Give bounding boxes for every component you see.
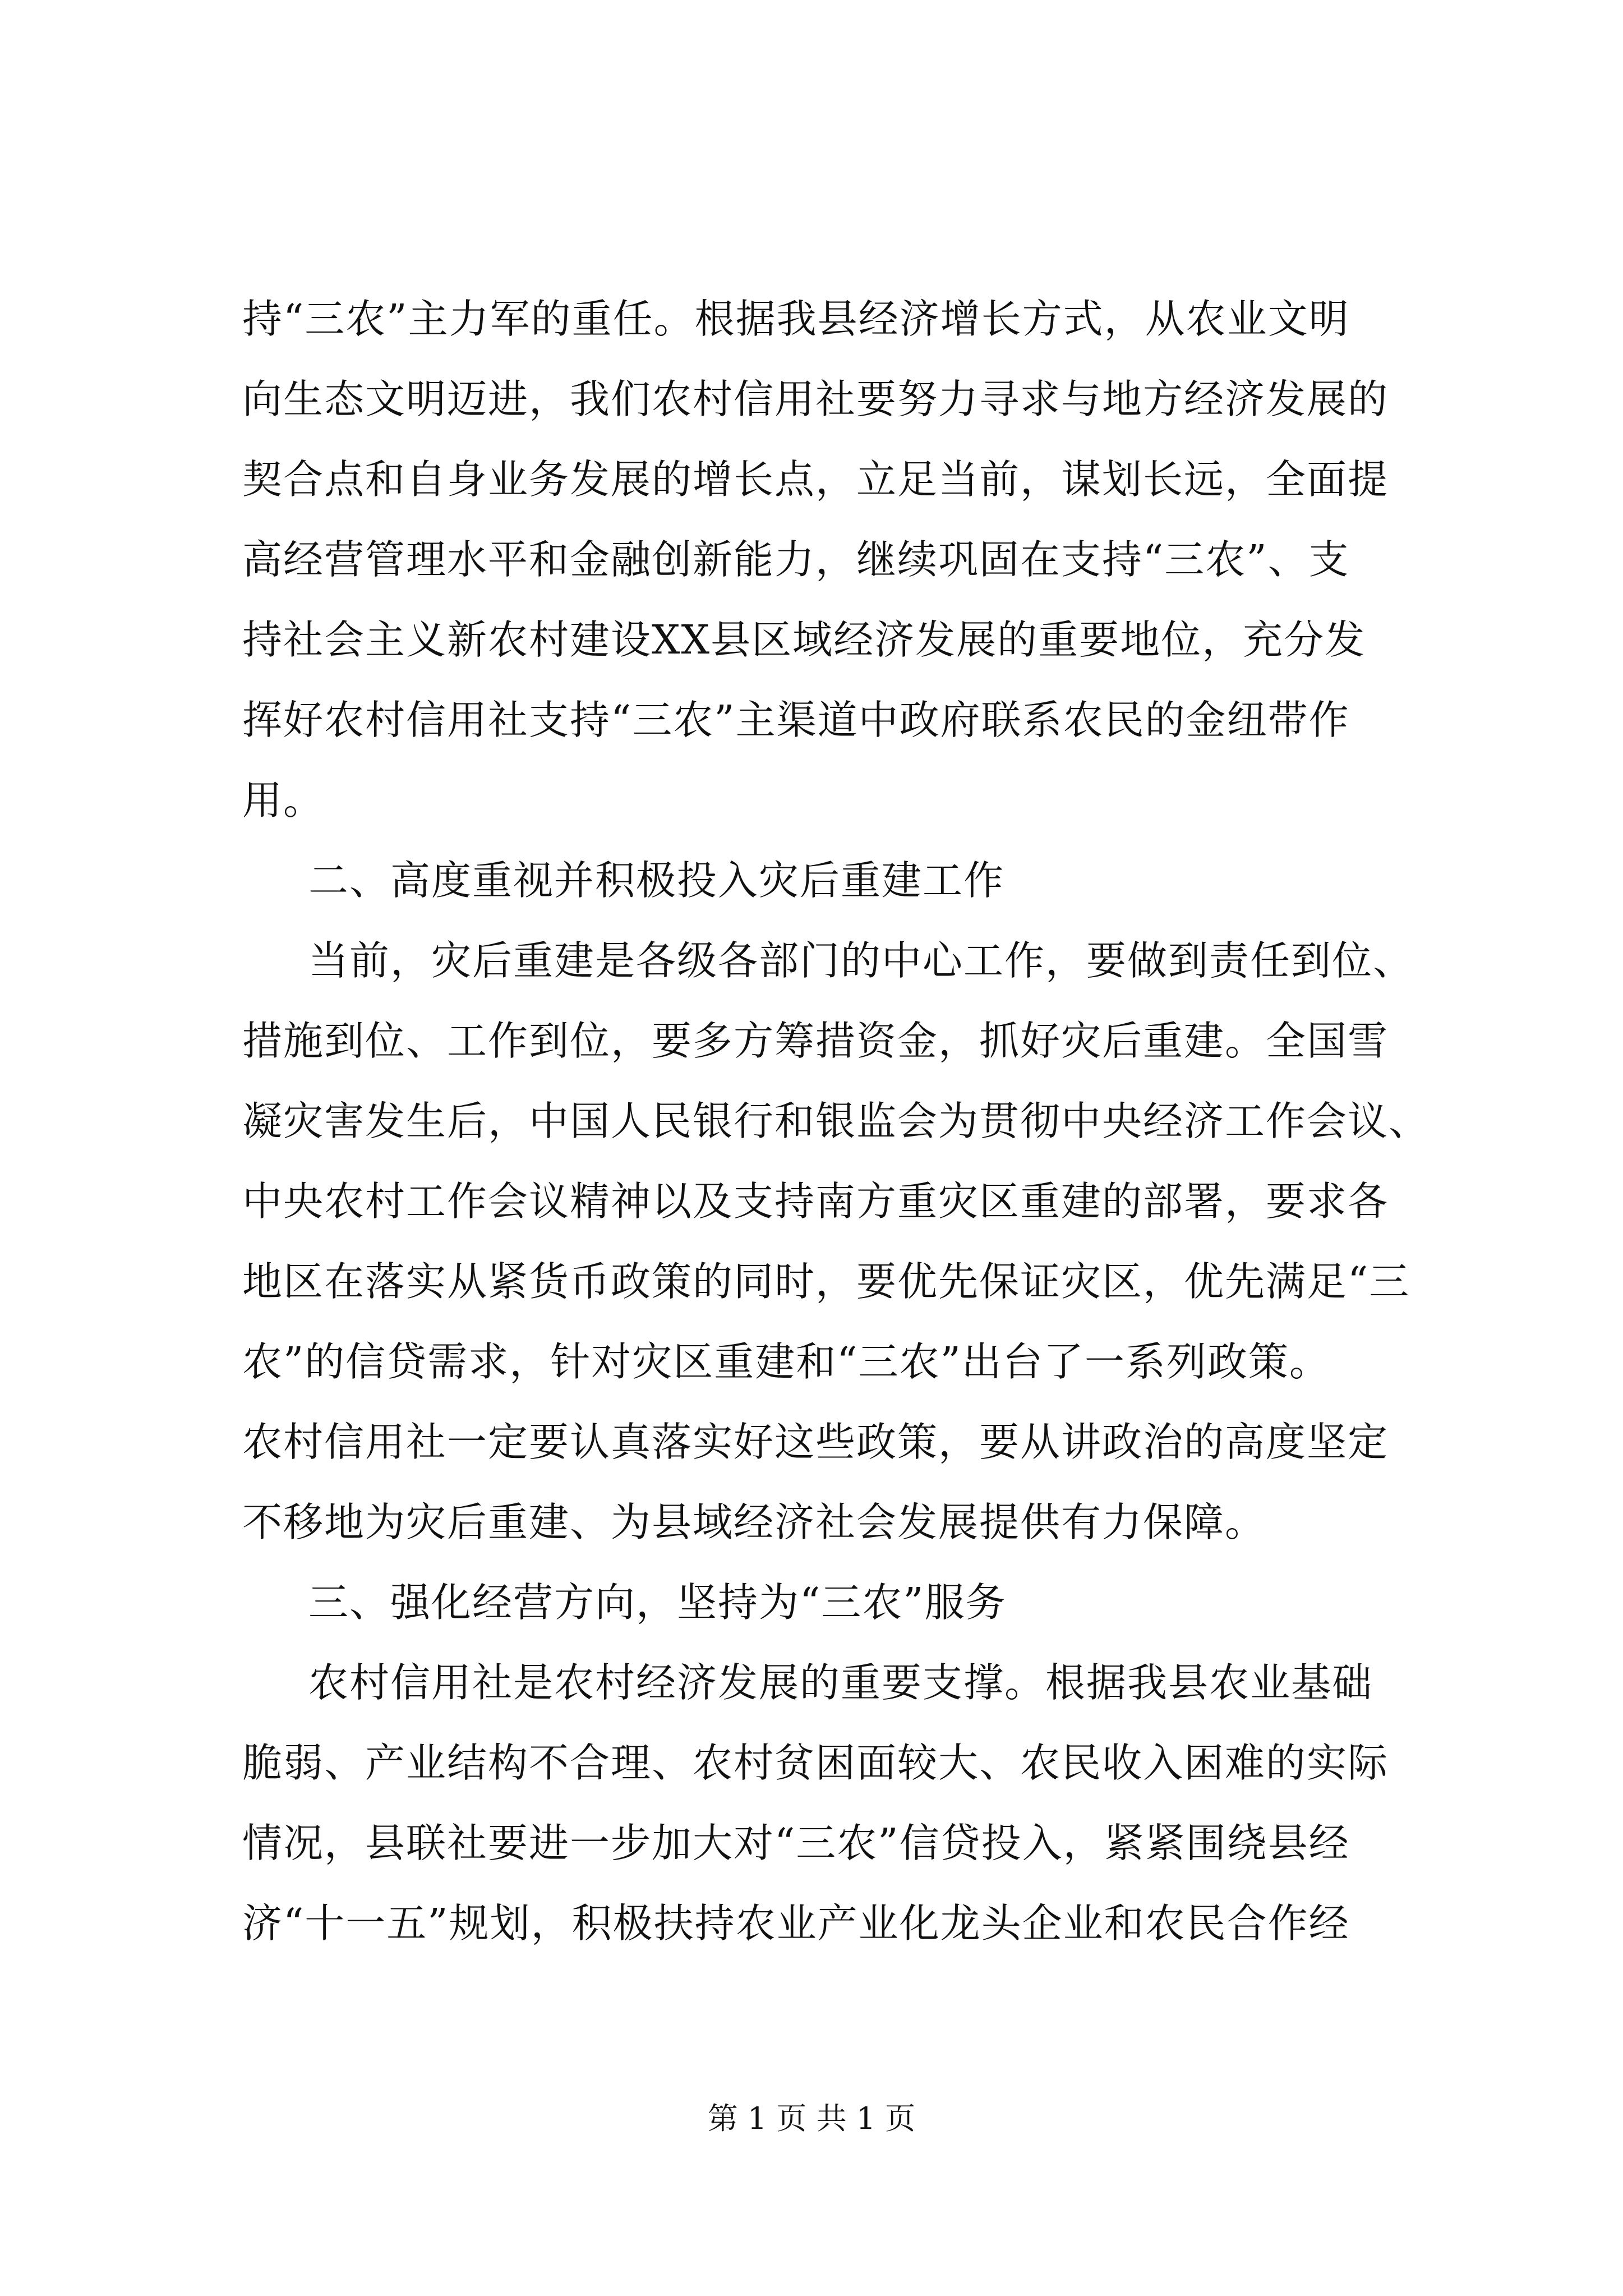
paragraph-line: 持“三农”主力军的重任。根据我县经济增长方式，从农业文明 (242, 296, 1350, 342)
section-heading: 二、高度重视并积极投入灾后重建工作 (308, 857, 1005, 904)
paragraph-line: 当前，灾后重建是各级各部门的中心工作，要做到责任到位、 (308, 937, 1414, 984)
paragraph-line: 济“十一五”规划，积极扶持农业产业化龙头企业和农民合作经 (242, 1900, 1350, 1947)
paragraph-line: 措施到位、工作到位，要多方筹措资金，抓好灾后重建。全国雪 (242, 1018, 1389, 1064)
paragraph-line: 凝灾害发生后，中国人民银行和银监会为贯彻中央经济工作会议、 (242, 1098, 1430, 1144)
paragraph-line: 契合点和自身业务发展的增长点，立足当前，谋划长远，全面提 (242, 456, 1389, 503)
paragraph-line: 向生态文明迈进，我们农村信用社要努力寻求与地方经济发展的 (242, 376, 1389, 422)
paragraph-line: 农村信用社是农村经济发展的重要支撑。根据我县农业基础 (308, 1659, 1373, 1706)
paragraph-line: 不移地为灾后重建、为县域经济社会发展提供有力保障。 (242, 1499, 1266, 1545)
paragraph-line: 中央农村工作会议精神以及支持南方重灾区重建的部署，要求各 (242, 1178, 1389, 1225)
paragraph-line: 持社会主义新农村建设XX县区域经济发展的重要地位，充分发 (242, 616, 1366, 663)
paragraph-line: 用。 (242, 777, 325, 823)
paragraph-line: 农”的信贷需求，针对灾区重建和“三农”出台了一系列政策。 (242, 1338, 1330, 1385)
paragraph-line: 挥好农村信用社支持“三农”主渠道中政府联系农民的金纽带作 (242, 697, 1350, 743)
page-number-footer: 第 1 页 共 1 页 (707, 2101, 916, 2136)
paragraph-line: 高经营管理水平和金融创新能力，继续巩固在支持“三农”、支 (242, 536, 1350, 583)
paragraph-line: 地区在落实从紧货币政策的同时，要优先保证灾区，优先满足“三 (242, 1258, 1410, 1305)
paragraph-line: 脆弱、产业结构不合理、农村贫困面较大、农民收入困难的实际 (242, 1740, 1389, 1786)
paragraph-line: 情况，县联社要进一步加大对“三农”信贷投入，紧紧围绕县经 (242, 1820, 1350, 1866)
paragraph-line: 农村信用社一定要认真落实好这些政策，要从讲政治的高度坚定 (242, 1419, 1389, 1465)
section-heading: 三、强化经营方向，坚持为“三农”服务 (308, 1579, 1007, 1626)
